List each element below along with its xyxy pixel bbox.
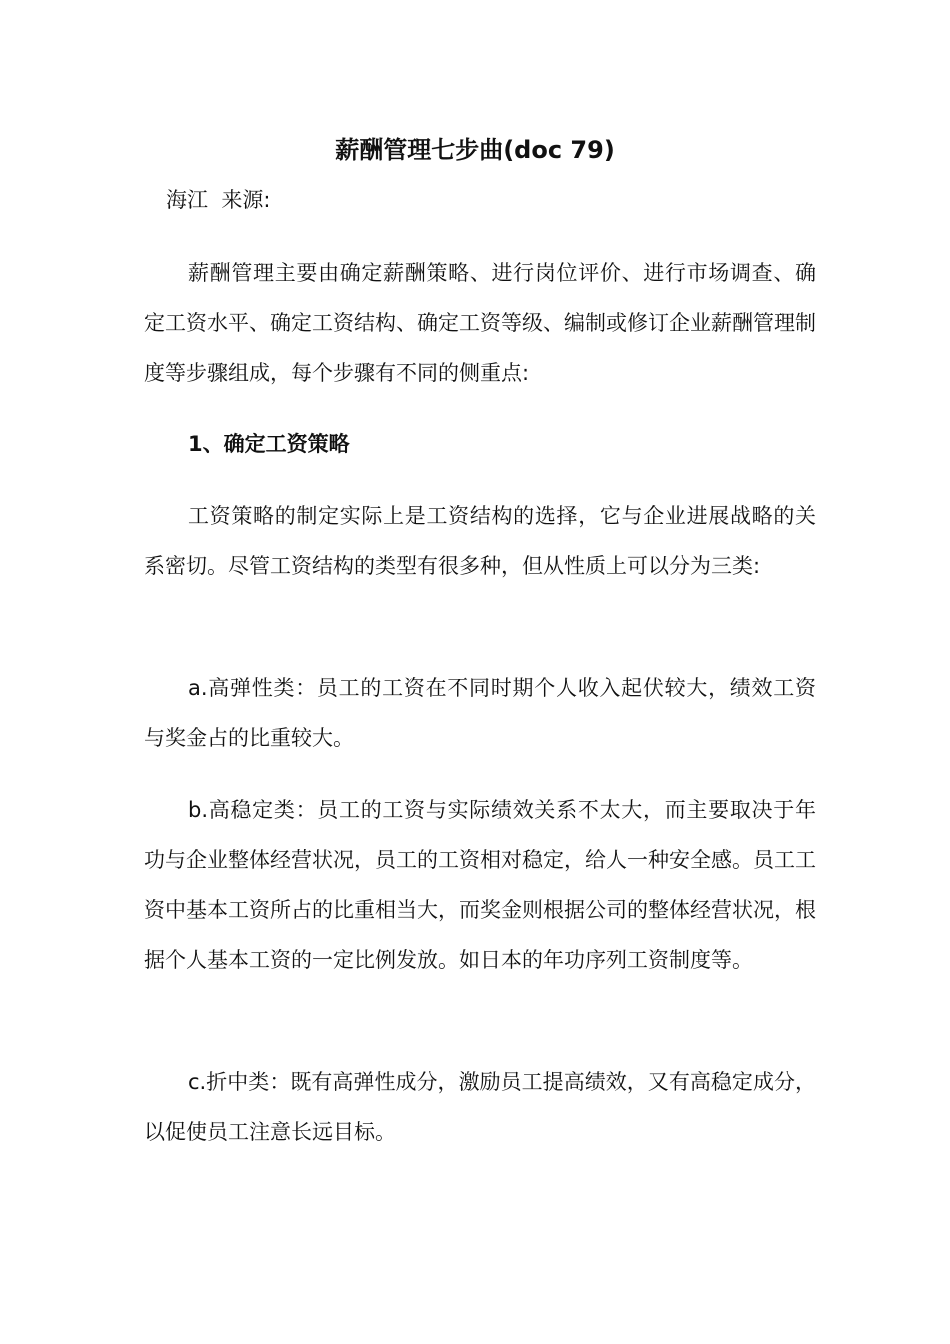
- item-c-paragraph: c.折中类：既有高弹性成分，激励员工提高绩效，又有高稳定成分，以促使员工注意长远目标。: [144, 1070, 816, 1144]
- item-a-paragraph: a.高弹性类：员工的工资在不同时期个人收入起伏较大，绩效工资与奖金占的比重较大。: [144, 676, 816, 750]
- section1-intro-paragraph: 工资策略的制定实际上是工资结构的选择，它与企业进展战略的关系密切。尽管工资结构的类型有很多种，但从性质上可以分为三类:: [144, 504, 816, 578]
- document-title: 薪酬管理七步曲(doc 79): [335, 136, 615, 164]
- item-b-paragraph: b.高稳定类：员工的工资与实际绩效关系不太大，而主要取决于年功与企业整体经营状况，员工的工资相对稳定，给人一种安全感。员工工资中基本工资所占的比重相当大，而奖金则根据公司的整体经营状况，根据个人基本工资的一定比例发放。如日本的年功序列工资制度等。: [144, 798, 816, 972]
- source-line: 海江 来源:: [166, 188, 271, 212]
- intro-paragraph: 薪酬管理主要由确定薪酬策略、进行岗位评价、进行市场调查、确定工资水平、确定工资结构、确定工资等级、编制或修订企业薪酬管理制度等步骤组成，每个步骤有不同的侧重点:: [144, 261, 816, 385]
- section-heading-1: 1、确定工资策略: [188, 432, 350, 456]
